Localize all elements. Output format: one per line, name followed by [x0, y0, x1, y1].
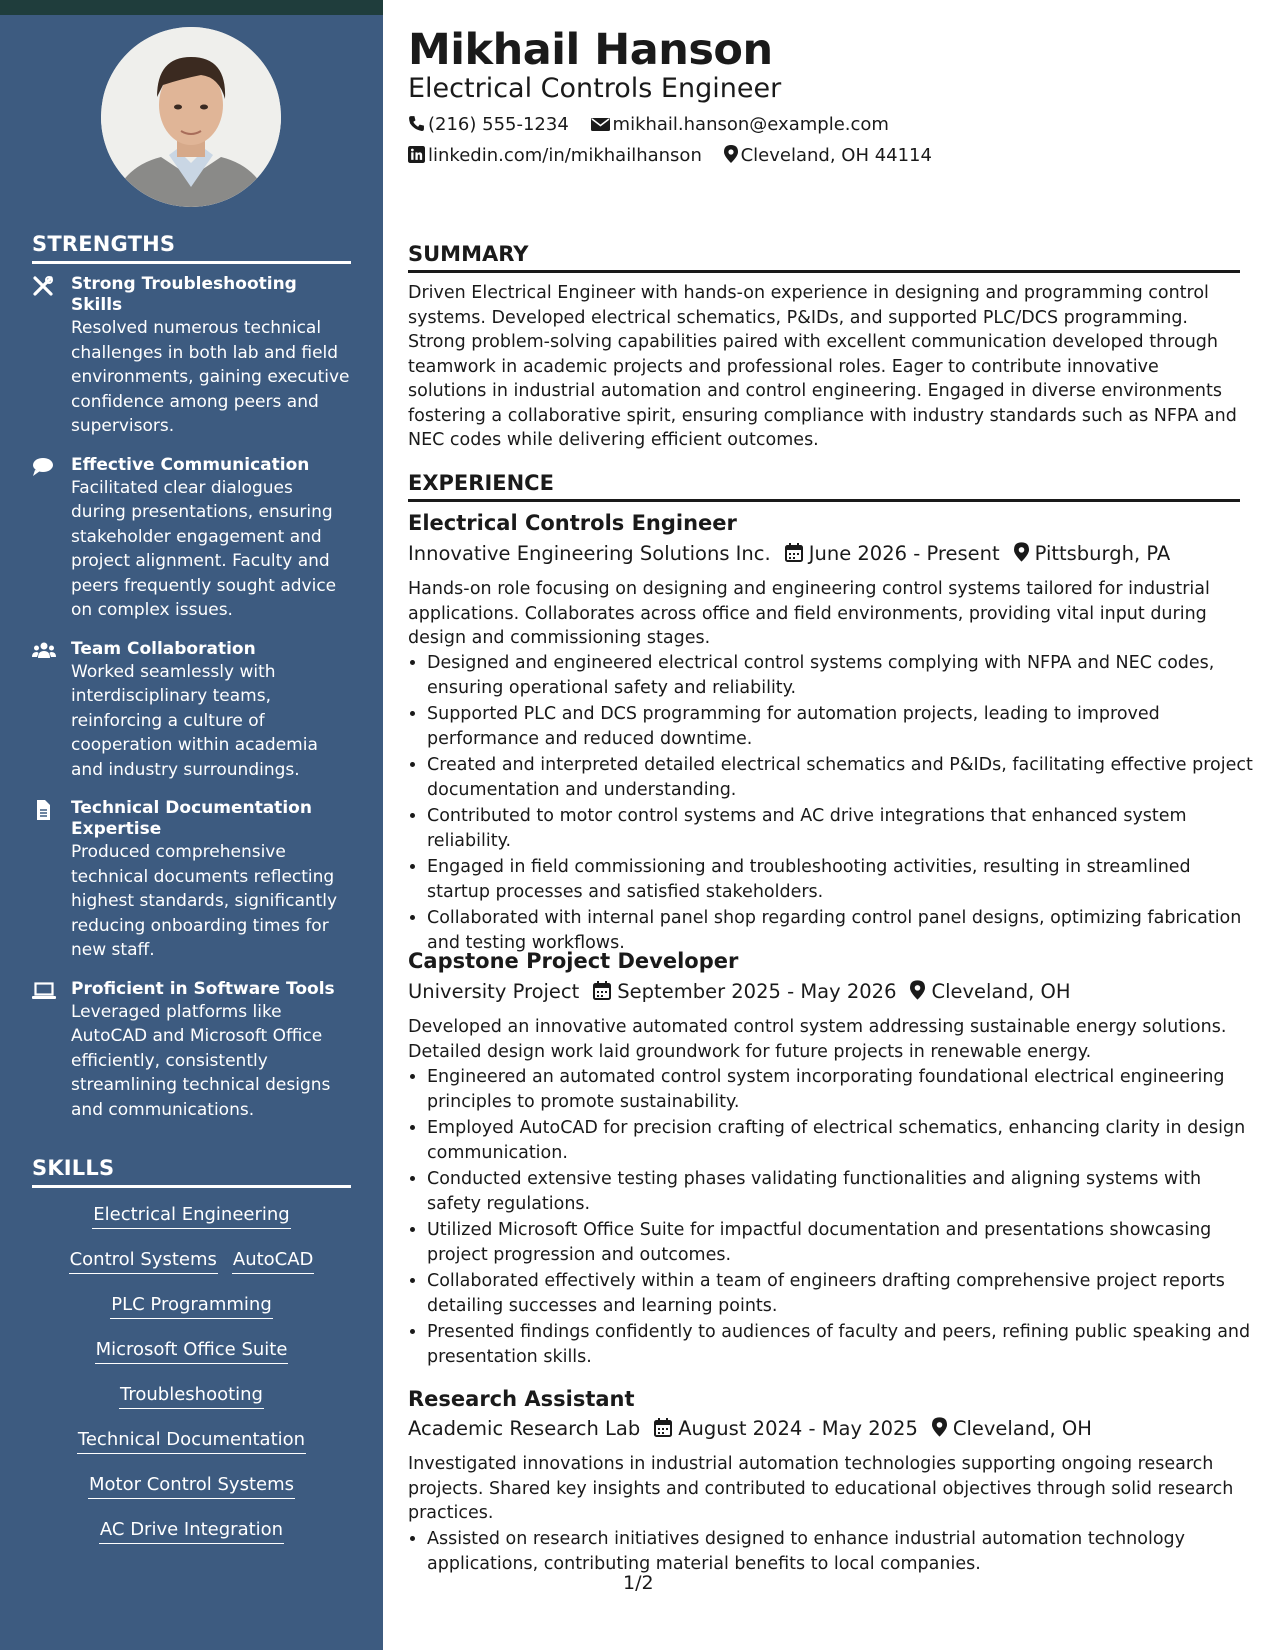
contact-row	[408, 145, 948, 167]
skill-tag: AC Drive Integration	[99, 1519, 284, 1544]
job-dates: August 2024 - May 2025	[678, 1417, 918, 1440]
strength-desc: Facilitated clear dialogues during presentations, ensuring stakeholder engagement and project alignment. Faculty and peers frequently sought advice on complex issues.	[71, 477, 337, 620]
strengths-section	[32, 232, 351, 1138]
skill-tag: AutoCAD	[232, 1249, 315, 1274]
list-item: • Conducted extensive testing phases validating functionalities and aligning systems with safety regulations.	[427, 1167, 1259, 1216]
job-location: Cleveland, OH	[931, 980, 1071, 1003]
skills-list	[32, 1198, 351, 1545]
laptop-icon	[32, 981, 54, 1001]
job-meta	[408, 979, 1071, 1005]
list-item: • Collaborated effectively within a team of engineers drafting comprehensive project reports detailing successes and learning points.	[427, 1269, 1259, 1318]
summary-heading: SUMMARY	[408, 241, 1240, 273]
skill-tag: Technical Documentation	[77, 1429, 306, 1454]
calendar-icon	[593, 981, 611, 1000]
skills-heading: SKILLS	[32, 1156, 351, 1188]
linkedin-icon	[408, 146, 425, 163]
list-item: • Utilized Microsoft Office Suite for impactful documentation and presentations showcasing project progression and outcomes.	[427, 1218, 1259, 1267]
sidebar-top-band	[0, 0, 383, 15]
job-meta	[408, 541, 1170, 567]
location-text: Cleveland, OH 44114	[740, 145, 932, 166]
summary-text: Driven Electrical Engineer with hands-on experience in designing and programming control systems. Developed electrical schematics, P&IDs, and supported PLC/DCS programming. Strong problem-solving capabilities paired with excellent communication developed through teamwork in academic projects and professional roles. Eager to contribute innovative solutions in industrial automation and control engineering. Engaged in diverse environments fostering a collaborative spirit, ensuring compliance with industry standards such as NFPA and NEC codes while delivering efficient outcomes.	[408, 283, 1237, 450]
calendar-icon	[785, 543, 803, 562]
job-company: University Project	[408, 980, 580, 1003]
job-location: Cleveland, OH	[952, 1417, 1092, 1440]
job-title: Electrical Controls Engineer	[408, 511, 737, 535]
job-description: Developed an innovative automated control system addressing sustainable energy solutions. Detailed design work laid groundwork for future projects in renewable energy.	[408, 1017, 1227, 1062]
phone-number[interactable]: (216) 555-1234	[428, 114, 569, 135]
strength-title: Effective Communication	[71, 454, 310, 475]
strength-item	[32, 274, 351, 439]
linkedin-link[interactable]: linkedin.com/in/mikhailhanson	[428, 145, 702, 166]
skill-tag: Electrical Engineering	[92, 1204, 290, 1229]
job-location: Pittsburgh, PA	[1034, 542, 1171, 565]
experience-heading: EXPERIENCE	[408, 470, 1240, 502]
users-icon	[32, 641, 54, 661]
strength-desc: Worked seamlessly with interdisciplinary teams, reinforcing a culture of cooperation within academia and industry surroundings.	[71, 661, 318, 780]
profile-photo	[101, 27, 281, 207]
strength-title: Technical Documentation Expertise	[71, 798, 312, 839]
document-icon	[32, 800, 54, 820]
list-item: • Collaborated with internal panel shop regarding control panel designs, optimizing fabrication and testing workflows.	[427, 906, 1259, 955]
speech-bubble-icon	[32, 457, 54, 477]
strength-item	[32, 639, 351, 783]
calendar-icon	[654, 1418, 672, 1437]
list-item: • Engineered an automated control system incorporating foundational electrical engineering principles to promote sustainability.	[427, 1065, 1259, 1114]
list-item: • Employed AutoCAD for precision crafting of electrical schematics, enhancing clarity in design communication.	[427, 1116, 1259, 1165]
strength-desc: Resolved numerous technical challenges in both lab and field environments, gaining executive confidence among peers and supervisors.	[71, 318, 350, 436]
skills-section	[32, 1156, 351, 1564]
email-link[interactable]: mikhail.hanson@example.com	[612, 114, 889, 135]
skill-tag: Troubleshooting	[119, 1384, 264, 1409]
list-item: • Supported PLC and DCS programming for automation projects, leading to improved performance and reduced downtime.	[427, 702, 1259, 751]
skill-tag: Motor Control Systems	[88, 1474, 295, 1499]
strength-title: Team Collaboration	[71, 638, 256, 659]
job-company: Innovative Engineering Solutions Inc.	[408, 542, 771, 565]
job-title: Research Assistant	[408, 1387, 635, 1411]
map-pin-icon	[932, 1417, 947, 1437]
person-title: Electrical Controls Engineer	[408, 73, 782, 104]
job-bullets	[408, 1065, 1259, 1371]
list-item: • Created and interpreted detailed electrical schematics and P&IDs, facilitating effective project documentation and understanding.	[427, 753, 1259, 802]
strength-item	[32, 979, 351, 1123]
phone-icon	[408, 115, 425, 132]
map-pin-icon	[724, 145, 738, 163]
job-company: Academic Research Lab	[408, 1417, 641, 1440]
tools-icon	[32, 276, 54, 296]
job-description: Investigated innovations in industrial automation technologies supporting ongoing research projects. Shared key insights and contributed to educational objectives through solid research practices.	[408, 1454, 1234, 1523]
map-pin-icon	[1014, 542, 1029, 562]
job-title: Capstone Project Developer	[408, 949, 739, 973]
page-number: 1/2	[623, 1572, 654, 1594]
strength-item	[32, 798, 351, 963]
job-dates: June 2026 - Present	[808, 542, 1000, 565]
map-pin-icon	[910, 980, 925, 1000]
job-bullets	[408, 651, 1259, 957]
contact-row	[408, 114, 905, 136]
strength-desc: Produced comprehensive technical documents reflecting highest standards, significantly reducing onboarding times for new staff.	[71, 842, 338, 960]
job-meta	[408, 1416, 1092, 1442]
strengths-heading: STRENGTHS	[32, 232, 351, 264]
skill-tag: PLC Programming	[110, 1294, 273, 1319]
strength-desc: Leveraged platforms like AutoCAD and Microsoft Office efficiently, consistently streamlining technical designs and communications.	[71, 1001, 331, 1120]
strength-title: Proficient in Software Tools	[71, 978, 335, 999]
strength-item	[32, 455, 351, 623]
list-item: • Designed and engineered electrical control systems complying with NFPA and NEC codes, ensuring operational safety and reliability.	[427, 651, 1259, 700]
job-bullets	[408, 1527, 1259, 1578]
person-name: Mikhail Hanson	[408, 25, 773, 75]
envelope-icon	[591, 117, 610, 132]
list-item: • Assisted on research initiatives designed to enhance industrial automation technology applications, contributing material benefits to local companies.	[427, 1527, 1259, 1576]
list-item: • Engaged in field commissioning and troubleshooting activities, resulting in streamlined startup processes and satisfied stakeholders.	[427, 855, 1259, 904]
job-description: Hands-on role focusing on designing and engineering control systems tailored for industrial applications. Collaborates across office and field environments, providing vital input during design and commissioning stages.	[408, 579, 1210, 648]
sidebar	[0, 0, 383, 1650]
skill-tag: Microsoft Office Suite	[95, 1339, 289, 1364]
list-item: • Presented findings confidently to audiences of faculty and peers, refining public speaking and presentation skills.	[427, 1320, 1259, 1369]
list-item: • Contributed to motor control systems and AC drive integrations that enhanced system reliability.	[427, 804, 1259, 853]
job-dates: September 2025 - May 2026	[617, 980, 897, 1003]
skill-tag: Control Systems	[69, 1249, 218, 1274]
strength-title: Strong Troubleshooting Skills	[71, 274, 297, 315]
